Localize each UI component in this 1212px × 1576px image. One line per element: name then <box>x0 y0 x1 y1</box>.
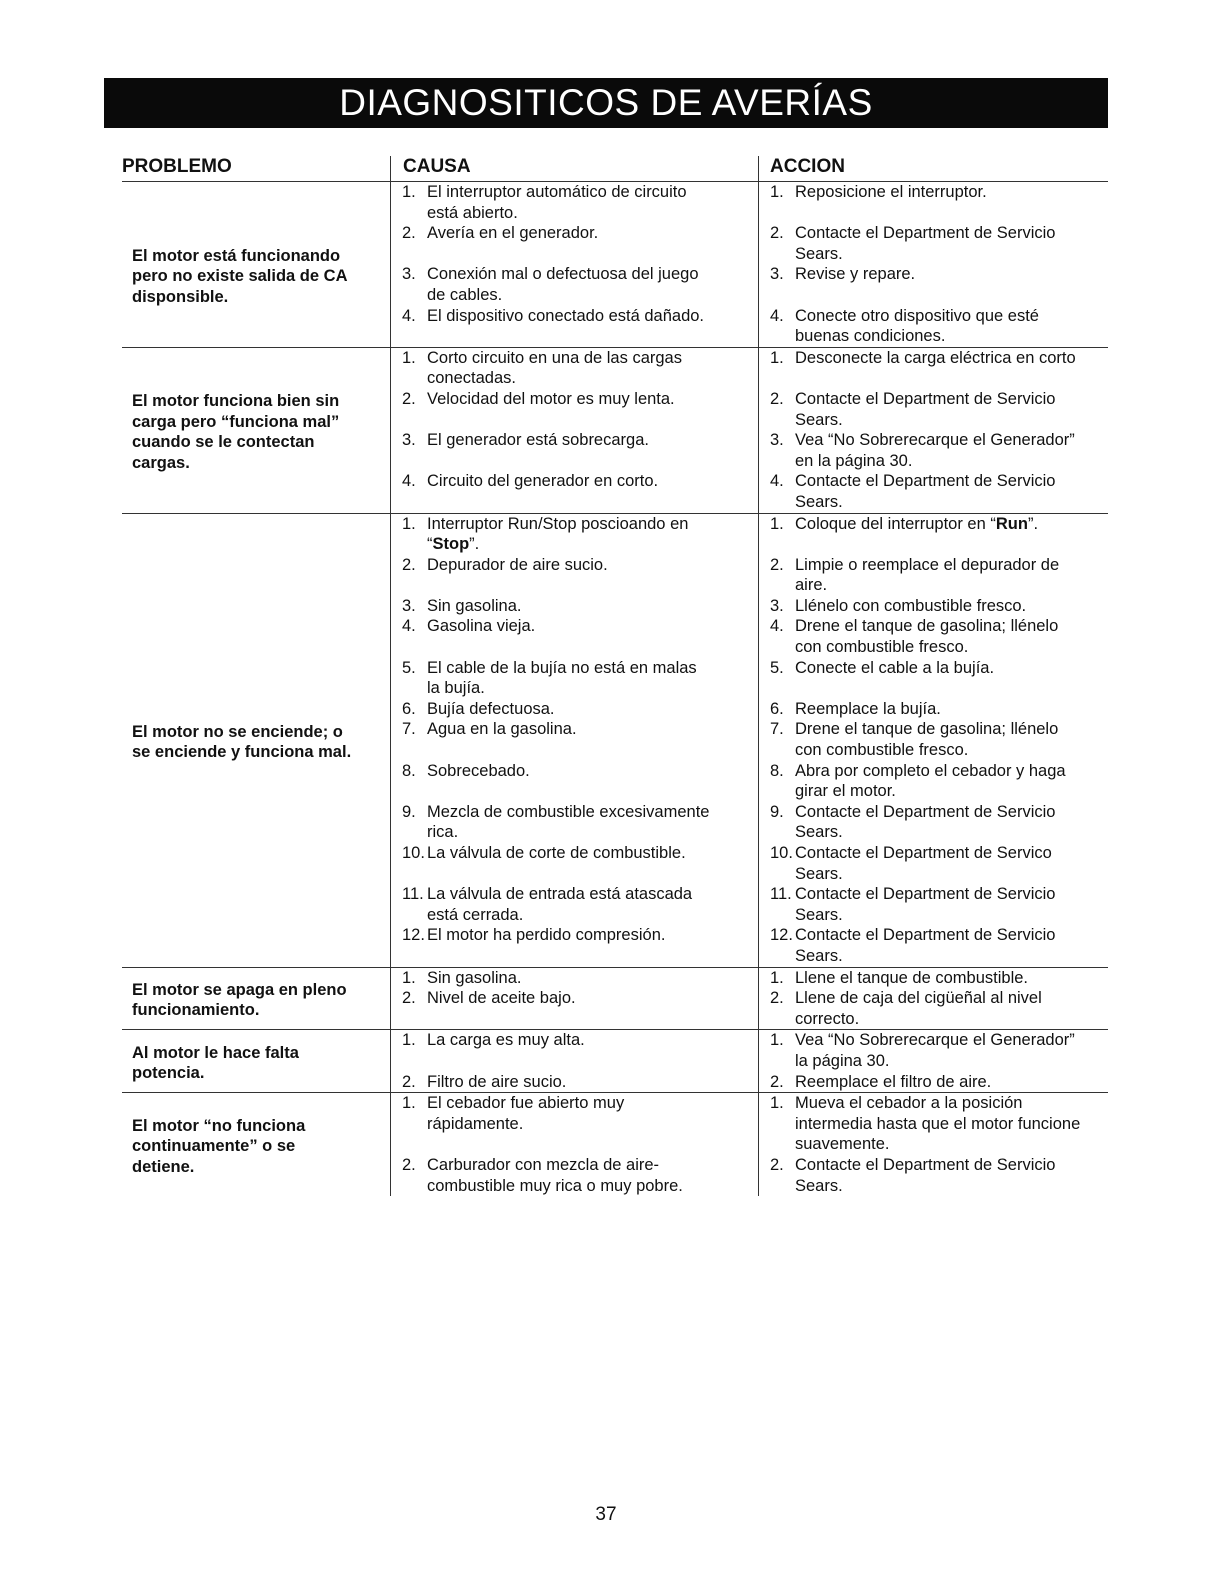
action-cell <box>758 430 1107 471</box>
item-number: 2. <box>770 389 784 408</box>
table-row <box>390 430 1108 471</box>
action-text: Contacte el Department de Servico Sears. <box>795 844 1052 883</box>
problem-text: Al motor le hace falta potencia. <box>132 1043 299 1083</box>
item-number: 4. <box>402 617 416 636</box>
item-number: 5. <box>770 658 784 677</box>
cause-cell <box>390 182 758 223</box>
column-divider <box>758 156 759 181</box>
cause-cell <box>390 514 758 555</box>
cause-text: La válvula de corte de combustible. <box>427 844 686 862</box>
item-number: 11. <box>402 885 424 904</box>
cause-cell <box>390 555 758 576</box>
action-cell <box>758 223 1107 264</box>
action-cell <box>758 348 1107 369</box>
action-text: Abra por completo el cebador y haga girar el motor. <box>795 761 1066 801</box>
item-number: 2. <box>402 555 416 574</box>
action-text: Coloque del interruptor en “Run”. <box>795 514 1039 533</box>
table-row <box>390 719 1108 760</box>
cause-text: El dispositivo conectado está dañado. <box>427 306 705 325</box>
cause-cell <box>390 802 758 843</box>
table-row <box>390 925 1108 966</box>
item-number: 2. <box>770 1072 784 1091</box>
item-number: 2. <box>770 224 784 243</box>
cause-text: El interruptor automático de circuito está abierto. <box>427 183 687 222</box>
action-cell <box>758 596 1107 617</box>
table-row <box>390 884 1108 925</box>
item-number: 3. <box>770 596 784 615</box>
troubleshooting-table <box>122 156 1108 1196</box>
table-row <box>390 555 1108 596</box>
cause-cell <box>390 1093 758 1134</box>
action-text: Desconecte la carga eléctrica en corto <box>795 348 1076 367</box>
item-number: 2. <box>402 224 416 243</box>
cause-text: Circuito del generador en corto. <box>427 472 659 491</box>
cause-text: Bujía defectuosa. <box>427 699 555 718</box>
item-number: 12. <box>770 926 793 945</box>
table-section <box>122 348 1108 514</box>
action-cell <box>758 658 1107 679</box>
cause-cell <box>390 699 758 720</box>
action-cell <box>758 264 1107 285</box>
cause-cell <box>390 658 758 699</box>
action-cell <box>758 1030 1107 1071</box>
column-headers <box>122 156 1108 182</box>
cause-cell <box>390 264 758 305</box>
header-problem: PROBLEMO <box>122 156 232 177</box>
item-number: 3. <box>402 596 416 615</box>
action-text: Vea “No Sobrerecarque el Generador” la página 30. <box>795 1031 1075 1070</box>
action-cell <box>758 802 1107 843</box>
action-cell <box>758 471 1107 512</box>
column-divider <box>758 514 759 967</box>
column-divider <box>758 182 759 347</box>
table-row <box>390 1072 1108 1093</box>
item-number: 1. <box>770 348 784 367</box>
table-row <box>390 223 1108 264</box>
header-action: ACCION <box>770 156 845 177</box>
action-text: Conecte el cable a la bujía. <box>795 658 995 677</box>
column-divider <box>390 968 391 1030</box>
table-row <box>390 616 1108 657</box>
action-cell <box>758 389 1107 430</box>
item-number: 10. <box>402 844 425 862</box>
action-text: Contacte el Department de Servicio Sears. <box>795 802 1056 842</box>
table-section <box>122 514 1108 968</box>
column-divider <box>758 1093 759 1196</box>
cause-cell <box>390 616 758 637</box>
item-number: 2. <box>770 555 784 574</box>
table-row <box>390 514 1108 555</box>
action-text: Reposicione el interruptor. <box>795 183 987 201</box>
action-cell <box>758 1093 1107 1155</box>
cause-text: Sin gasolina. <box>427 968 522 987</box>
column-divider <box>390 514 391 967</box>
action-text: Contacte el Department de Servicio Sears. <box>795 389 1056 429</box>
action-cell <box>758 514 1107 535</box>
column-divider <box>390 348 391 513</box>
table-body <box>122 182 1108 1196</box>
table-section <box>122 968 1108 1031</box>
item-number: 7. <box>402 720 416 739</box>
item-number: 1. <box>402 1094 416 1113</box>
cause-text: Interruptor Run/Stop poscioando en “Stop”. <box>427 514 689 554</box>
item-number: 5. <box>402 658 416 677</box>
item-number: 8. <box>402 761 416 780</box>
action-cell <box>758 699 1107 720</box>
action-text: Llene el tanque de combustible. <box>795 968 1028 987</box>
action-cell <box>758 306 1107 347</box>
action-text: Contacte el Department de Servicio Sears. <box>795 472 1056 511</box>
action-text: Llene de caja del cigüeñal al nivel correcto. <box>795 989 1042 1028</box>
table-row <box>390 389 1108 430</box>
cause-text: Mezcla de combustible excesivamente rica. <box>427 802 710 842</box>
cause-cell <box>390 988 758 1009</box>
action-text: Reemplace el filtro de aire. <box>795 1072 992 1091</box>
cause-cell <box>390 471 758 492</box>
cause-text: Filtro de aire sucio. <box>427 1072 567 1091</box>
problem-text: El motor está funcionando pero no existe salida de CA disponsible. <box>132 246 348 306</box>
table-row <box>390 1030 1108 1071</box>
keyword: Run <box>995 514 1028 533</box>
cause-text: Avería en el generador. <box>427 224 599 243</box>
problem-text: El motor se apaga en pleno funcionamiento. <box>132 980 347 1020</box>
item-number: 1. <box>770 514 784 533</box>
item-number: 4. <box>770 306 784 325</box>
action-text: Contacte el Department de Servicio Sears. <box>795 926 1056 965</box>
column-divider <box>390 1030 391 1092</box>
table-row <box>390 1093 1108 1155</box>
action-cell <box>758 719 1107 760</box>
item-number: 1. <box>402 1031 416 1050</box>
item-number: 1. <box>770 1031 784 1050</box>
cause-text: El generador está sobrecarga. <box>427 431 649 450</box>
cause-cell <box>390 348 758 389</box>
problem-text: El motor funciona bien sin carga pero “funciona mal” cuando se le contectan cargas. <box>132 391 340 472</box>
cause-text: Gasolina vieja. <box>427 617 536 636</box>
cause-cell <box>390 1155 758 1196</box>
action-text: Drene el tanque de gasolina; llénelo con combustible fresco. <box>795 720 1059 760</box>
cause-text: Carburador con mezcla de aire- combustible muy rica o muy pobre. <box>427 1155 683 1195</box>
item-number: 3. <box>770 265 784 284</box>
cause-cell <box>390 430 758 451</box>
item-number: 4. <box>402 472 416 491</box>
item-number: 4. <box>770 617 784 636</box>
action-text: Vea “No Sobrerecarque el Generador” en la página 30. <box>795 431 1075 470</box>
table-row <box>390 802 1108 843</box>
action-text: Mueva el cebador a la posición intermedia hasta que el motor funcione suavemente. <box>795 1094 1081 1154</box>
action-cell <box>758 988 1107 1029</box>
cause-text: Agua en la gasolina. <box>427 720 577 739</box>
table-row <box>390 471 1108 512</box>
item-number: 2. <box>402 1072 416 1091</box>
cause-cell <box>390 719 758 740</box>
action-text: Limpie o reemplace el depurador de aire. <box>795 555 1060 595</box>
action-text: Revise y repare. <box>795 265 916 284</box>
cause-cell <box>390 223 758 244</box>
cause-text: El motor ha perdido compresión. <box>427 926 666 945</box>
cause-text: Nivel de aceite bajo. <box>427 989 576 1008</box>
item-number: 11. <box>770 885 792 904</box>
item-number: 2. <box>402 389 416 408</box>
item-number: 9. <box>770 802 784 821</box>
page-title-banner <box>104 78 1108 128</box>
cause-cell <box>390 389 758 410</box>
table-row <box>390 348 1108 389</box>
column-divider <box>390 182 391 347</box>
item-number: 1. <box>402 514 416 533</box>
item-number: 2. <box>402 989 416 1008</box>
table-section <box>122 182 1108 348</box>
table-row <box>390 699 1108 720</box>
table-row <box>390 988 1108 1029</box>
item-number: 2. <box>770 989 784 1008</box>
cause-cell <box>390 1030 758 1051</box>
table-section <box>122 1030 1108 1093</box>
cause-text: Sobrecebado. <box>427 761 530 780</box>
item-number: 4. <box>770 472 784 491</box>
item-number: 1. <box>770 968 784 987</box>
action-cell <box>758 968 1107 989</box>
item-number: 8. <box>770 761 784 780</box>
action-cell <box>758 182 1107 203</box>
action-cell <box>758 1155 1107 1196</box>
item-number: 4. <box>402 306 416 325</box>
cause-text: Depurador de aire sucio. <box>427 555 608 574</box>
action-text: Contacte el Department de Servicio Sears. <box>795 885 1056 924</box>
action-text: Contacte el Department de Servicio Sears. <box>795 1155 1056 1195</box>
cause-cell <box>390 596 758 617</box>
column-divider <box>390 1093 391 1196</box>
table-row <box>390 1155 1108 1196</box>
cause-text: Corto circuito en una de las cargas conectadas. <box>427 348 682 388</box>
item-number: 12. <box>402 926 425 945</box>
action-text: Llénelo con combustible fresco. <box>795 596 1027 615</box>
table-section <box>122 1093 1108 1196</box>
item-number: 1. <box>402 968 416 987</box>
item-number: 3. <box>402 431 416 450</box>
action-cell <box>758 555 1107 596</box>
cause-text: Velocidad del motor es muy lenta. <box>427 389 675 408</box>
page-title: DIAGNOSITICOS DE AVERÍAS <box>339 82 873 123</box>
cause-cell <box>390 968 758 989</box>
column-divider <box>758 968 759 1030</box>
action-cell <box>758 925 1107 966</box>
table-row <box>390 596 1108 617</box>
cause-cell <box>390 925 758 946</box>
item-number: 1. <box>402 348 416 367</box>
item-number: 7. <box>770 720 784 739</box>
action-cell <box>758 761 1107 802</box>
table-row <box>390 761 1108 802</box>
table-row <box>390 306 1108 347</box>
table-row <box>390 968 1108 989</box>
item-number: 2. <box>770 1155 784 1174</box>
item-number: 1. <box>402 183 416 201</box>
item-number: 10. <box>770 844 793 862</box>
header-cause: CAUSA <box>403 156 471 177</box>
table-row <box>390 843 1108 884</box>
item-number: 1. <box>770 183 784 201</box>
cause-text: El cebador fue abierto muy rápidamente. <box>427 1094 625 1133</box>
column-divider <box>758 1030 759 1092</box>
cause-cell <box>390 306 758 327</box>
cause-cell <box>390 1072 758 1093</box>
item-number: 3. <box>402 265 416 284</box>
cause-text: El cable de la bujía no está en malas la bujía. <box>427 658 697 698</box>
problem-text: El motor “no funciona continuamente” o se detiene. <box>132 1116 306 1176</box>
table-row <box>390 264 1108 305</box>
action-cell <box>758 884 1107 925</box>
cause-cell <box>390 761 758 782</box>
action-cell <box>758 843 1107 884</box>
cause-text: La carga es muy alta. <box>427 1031 585 1050</box>
action-text: Reemplace la bujía. <box>795 699 941 718</box>
item-number: 6. <box>402 699 416 718</box>
problem-text: El motor no se enciende; o se enciende y funciona mal. <box>132 722 352 762</box>
cause-text: La válvula de entrada está atascada está cerrada. <box>427 885 693 924</box>
table-row <box>390 658 1108 699</box>
action-text: Conecte otro dispositivo que esté buenas condiciones. <box>795 306 1039 346</box>
column-divider <box>390 156 391 181</box>
page-number: 37 <box>595 1504 617 1525</box>
cause-text: Conexión mal o defectuosa del juego de cables. <box>427 265 699 304</box>
item-number: 2. <box>402 1155 416 1174</box>
cause-cell <box>390 884 758 925</box>
item-number: 3. <box>770 431 784 450</box>
column-divider <box>758 348 759 513</box>
action-text: Drene el tanque de gasolina; llénelo con combustible fresco. <box>795 617 1059 657</box>
item-number: 1. <box>770 1094 784 1113</box>
action-cell <box>758 616 1107 657</box>
cause-cell <box>390 843 758 864</box>
cause-text: Sin gasolina. <box>427 596 522 615</box>
action-text: Contacte el Department de Servicio Sears. <box>795 224 1056 263</box>
table-row <box>390 182 1108 223</box>
item-number: 9. <box>402 802 416 821</box>
item-number: 6. <box>770 699 784 718</box>
action-cell <box>758 1072 1107 1093</box>
